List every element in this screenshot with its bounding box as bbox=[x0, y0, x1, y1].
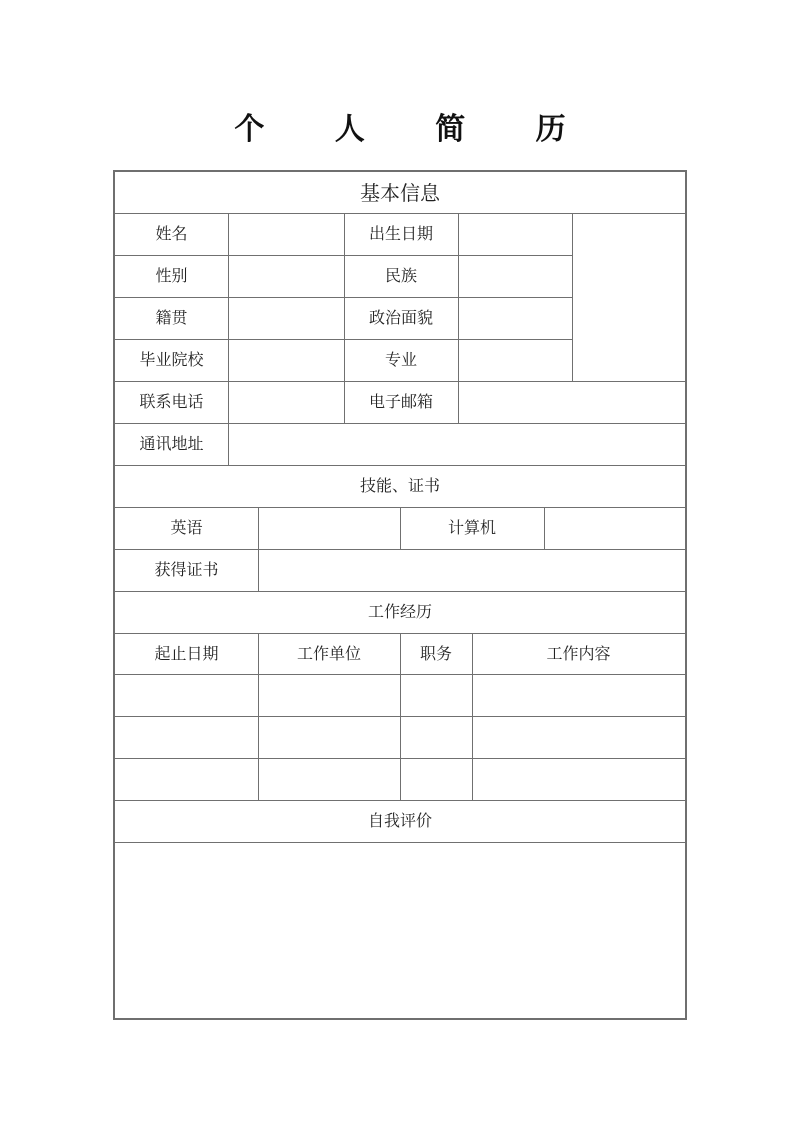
work-period-field[interactable] bbox=[115, 758, 258, 800]
political-status-label: 政治面貌 bbox=[368, 308, 433, 327]
major-label: 专业 bbox=[384, 350, 417, 369]
native-place-label: 籍贯 bbox=[155, 308, 188, 327]
certificates-field[interactable] bbox=[258, 549, 685, 591]
ethnicity-label: 民族 bbox=[384, 266, 417, 285]
phone-field[interactable] bbox=[228, 381, 344, 423]
skills-heading: 技能、证书 bbox=[359, 476, 440, 495]
work-position-field[interactable] bbox=[400, 758, 472, 800]
work-company-field[interactable] bbox=[258, 716, 400, 758]
name-label: 姓名 bbox=[155, 224, 188, 243]
phone-label: 联系电话 bbox=[139, 392, 204, 411]
address-field[interactable] bbox=[228, 423, 685, 465]
work-column-header: 起止日期 bbox=[154, 643, 219, 663]
english-field[interactable] bbox=[258, 507, 400, 549]
major-field[interactable] bbox=[458, 339, 572, 381]
self-evaluation-field[interactable] bbox=[115, 842, 685, 1018]
work-company-field[interactable] bbox=[258, 674, 400, 716]
work-content-field[interactable] bbox=[472, 674, 685, 716]
computer-field[interactable] bbox=[544, 507, 685, 549]
work-heading: 工作经历 bbox=[367, 602, 432, 621]
resume-form bbox=[113, 170, 687, 1020]
photo-area[interactable] bbox=[572, 213, 685, 381]
work-company-field[interactable] bbox=[258, 758, 400, 800]
self-evaluation-heading: 自我评价 bbox=[367, 811, 432, 830]
birth-date-label: 出生日期 bbox=[368, 224, 433, 243]
birth-date-field[interactable] bbox=[458, 213, 572, 255]
email-label: 电子邮箱 bbox=[368, 392, 433, 411]
work-content-field[interactable] bbox=[472, 758, 685, 800]
resume-title: 个 人 简 历 bbox=[234, 112, 596, 147]
work-content-field[interactable] bbox=[472, 716, 685, 758]
work-period-field[interactable] bbox=[115, 674, 258, 716]
email-field[interactable] bbox=[458, 381, 685, 423]
work-column-header: 工作单位 bbox=[296, 643, 361, 663]
gender-label: 性别 bbox=[155, 266, 188, 285]
basic-info-heading: 基本信息 bbox=[360, 180, 440, 205]
gender-field[interactable] bbox=[228, 255, 344, 297]
name-field[interactable] bbox=[228, 213, 344, 255]
work-position-field[interactable] bbox=[400, 674, 472, 716]
address-label: 通讯地址 bbox=[139, 434, 204, 453]
school-field[interactable] bbox=[228, 339, 344, 381]
english-label: 英语 bbox=[170, 518, 203, 537]
political-status-field[interactable] bbox=[458, 297, 572, 339]
computer-label: 计算机 bbox=[447, 518, 496, 537]
work-period-field[interactable] bbox=[115, 716, 258, 758]
ethnicity-field[interactable] bbox=[458, 255, 572, 297]
work-position-field[interactable] bbox=[400, 716, 472, 758]
native-place-field[interactable] bbox=[228, 297, 344, 339]
work-column-header: 工作内容 bbox=[546, 643, 611, 663]
work-column-header: 职务 bbox=[419, 643, 452, 663]
school-label: 毕业院校 bbox=[139, 350, 204, 369]
certificates-label: 获得证书 bbox=[154, 560, 219, 579]
